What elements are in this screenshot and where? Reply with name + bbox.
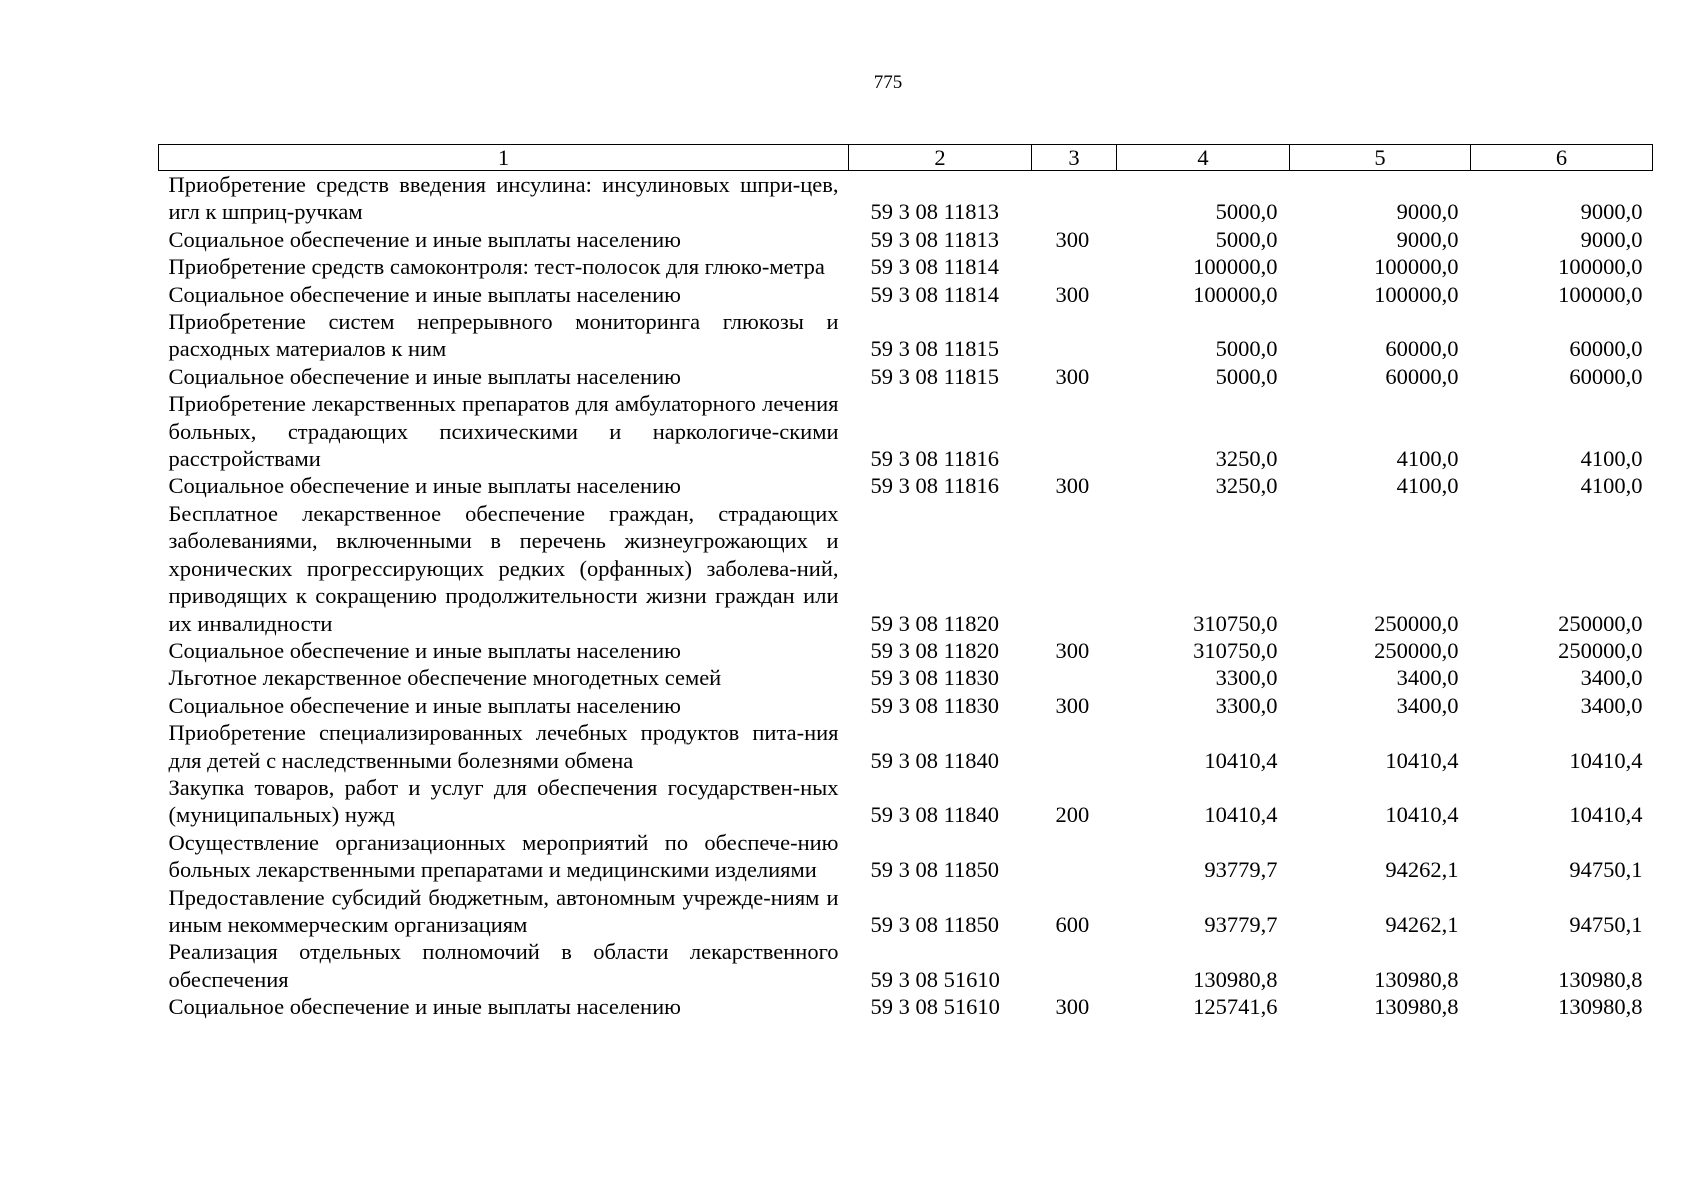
row-target-code: 59 3 08 11814 (870, 281, 1000, 307)
row-expense-type: 200 (1055, 802, 1090, 828)
row-amount-col-6: 4100,0 (1580, 446, 1643, 472)
row-amount-col-5: 100000,0 (1374, 254, 1459, 280)
row-expense-type (1032, 171, 1117, 226)
row-amount-col-6: 10410,4 (1569, 747, 1643, 773)
row-target-code: 59 3 08 11816 (870, 473, 1000, 499)
row-amount-col-4: 5000,0 (1215, 226, 1278, 252)
row-expense-type (1032, 390, 1117, 472)
table-row (159, 308, 1653, 363)
table-row (159, 472, 1653, 499)
table-row (159, 637, 1653, 664)
row-name: Приобретение систем непрерывного мониторинга глюкозы и расходных материалов к ним (168, 309, 839, 362)
row-amount-col-5: 60000,0 (1385, 336, 1459, 362)
row-expense-type: 300 (1055, 473, 1090, 499)
row-amount-col-6: 60000,0 (1569, 363, 1643, 389)
row-amount-col-6: 250000,0 (1558, 637, 1643, 663)
header-col-3: 3 (1032, 145, 1117, 171)
row-expense-type (1032, 253, 1117, 280)
row-amount-col-4: 310750,0 (1193, 637, 1278, 663)
row-amount-col-6: 130980,8 (1558, 994, 1643, 1020)
row-amount-col-6: 130980,8 (1558, 966, 1643, 992)
row-amount-col-4: 310750,0 (1193, 610, 1278, 636)
row-name: Социальное обеспечение и иные выплаты населению (168, 226, 681, 252)
row-target-code: 59 3 08 11815 (870, 363, 1000, 389)
table-row (159, 664, 1653, 691)
row-target-code: 59 3 08 51610 (870, 994, 1000, 1020)
row-amount-col-4: 100000,0 (1193, 281, 1278, 307)
row-target-code: 59 3 08 11815 (870, 336, 1000, 362)
row-name: Реализация отдельных полномочий в области лекарственного обеспечения (168, 939, 839, 992)
row-amount-col-5: 250000,0 (1374, 637, 1459, 663)
row-amount-col-5: 94262,1 (1385, 911, 1459, 937)
header-col-2: 2 (849, 145, 1032, 171)
row-amount-col-4: 130980,8 (1193, 966, 1278, 992)
row-expense-type: 300 (1055, 363, 1090, 389)
row-target-code: 59 3 08 11820 (870, 637, 1000, 663)
table-row (159, 500, 1653, 637)
row-amount-col-5: 10410,4 (1385, 802, 1459, 828)
row-expense-type (1032, 829, 1117, 884)
row-name: Приобретение специализированных лечебных продуктов пита-ния для детей с наследственными болезнями обмена (168, 720, 839, 773)
row-target-code: 59 3 08 11820 (870, 610, 1000, 636)
row-amount-col-5: 9000,0 (1396, 199, 1459, 225)
row-name: Осуществление организационных мероприятий по обеспече-нию больных лекарственными препаратами и медицинскими изделиями (168, 829, 839, 883)
row-amount-col-5: 4100,0 (1396, 473, 1459, 499)
row-target-code: 59 3 08 51610 (870, 966, 1000, 992)
row-amount-col-6: 94750,1 (1569, 857, 1643, 883)
row-amount-col-5: 3400,0 (1396, 665, 1459, 691)
row-amount-col-5: 10410,4 (1385, 747, 1459, 773)
row-amount-col-6: 94750,1 (1569, 911, 1643, 937)
row-amount-col-4: 3300,0 (1215, 665, 1278, 691)
row-name: Бесплатное лекарственное обеспечение граждан, страдающих заболеваниями, включенными в перечень жизнеугрожающих и хронических прогрессирующих редких (орфанных) заболева-ний, приводящих к сокращению продолжительности жизни граждан или их инвалидности (168, 500, 839, 636)
row-expense-type: 300 (1055, 637, 1090, 663)
row-amount-col-6: 100000,0 (1558, 254, 1643, 280)
row-amount-col-6: 9000,0 (1580, 226, 1643, 252)
row-amount-col-5: 4100,0 (1396, 446, 1459, 472)
row-amount-col-5: 3400,0 (1396, 692, 1459, 718)
row-name: Льготное лекарственное обеспечение многодетных семей (168, 665, 722, 691)
row-amount-col-5: 130980,8 (1374, 994, 1459, 1020)
row-target-code: 59 3 08 11816 (870, 446, 1000, 472)
row-name: Предоставление субсидий бюджетным, автономным учрежде-ниям и иным некоммерческим организациям (168, 884, 839, 937)
table-row (159, 253, 1653, 280)
row-expense-type: 300 (1055, 994, 1090, 1020)
row-target-code: 59 3 08 11813 (870, 199, 1000, 225)
row-expense-type: 300 (1055, 226, 1090, 252)
row-amount-col-4: 100000,0 (1193, 254, 1278, 280)
row-amount-col-4: 10410,4 (1204, 747, 1278, 773)
table-header (159, 145, 1653, 171)
row-amount-col-4: 5000,0 (1215, 363, 1278, 389)
row-amount-col-5: 250000,0 (1374, 610, 1459, 636)
row-target-code: 59 3 08 11814 (870, 254, 1000, 280)
row-name: Социальное обеспечение и иные выплаты населению (168, 637, 681, 663)
row-amount-col-6: 10410,4 (1569, 802, 1643, 828)
row-target-code: 59 3 08 11830 (870, 665, 1000, 691)
row-amount-col-4: 3300,0 (1215, 692, 1278, 718)
row-amount-col-6: 100000,0 (1558, 281, 1643, 307)
row-amount-col-4: 125741,6 (1193, 994, 1278, 1020)
row-amount-col-5: 94262,1 (1385, 857, 1459, 883)
row-amount-col-4: 5000,0 (1215, 336, 1278, 362)
row-name: Социальное обеспечение и иные выплаты населению (168, 281, 681, 307)
row-amount-col-6: 3400,0 (1580, 665, 1643, 691)
row-amount-col-6: 3400,0 (1580, 692, 1643, 718)
row-amount-col-6: 60000,0 (1569, 336, 1643, 362)
row-amount-col-6: 250000,0 (1558, 610, 1643, 636)
row-name: Социальное обеспечение и иные выплаты населению (168, 692, 681, 718)
table-row (159, 226, 1653, 253)
row-target-code: 59 3 08 11850 (870, 857, 1000, 883)
table-row (159, 829, 1653, 884)
row-amount-col-5: 100000,0 (1374, 281, 1459, 307)
row-name: Приобретение лекарственных препаратов для амбулаторного лечения больных, страдающих психическими и наркологиче-скими расстройствами (168, 391, 839, 472)
row-expense-type (1032, 719, 1117, 774)
row-name: Приобретение средств самоконтроля: тест-полосок для глюко-метра (168, 254, 825, 280)
row-name: Приобретение средств введения инсулина: инсулиновых шпри-цев, игл к шприц-ручкам (168, 172, 839, 225)
row-amount-col-6: 4100,0 (1580, 473, 1643, 499)
row-amount-col-4: 3250,0 (1215, 473, 1278, 499)
table-row (159, 774, 1653, 829)
row-target-code: 59 3 08 11840 (870, 747, 1000, 773)
row-amount-col-4: 5000,0 (1215, 199, 1278, 225)
row-name: Социальное обеспечение и иные выплаты населению (168, 994, 681, 1020)
row-amount-col-4: 3250,0 (1215, 446, 1278, 472)
row-expense-type (1032, 500, 1117, 637)
table-row (159, 171, 1653, 226)
row-expense-type: 600 (1055, 911, 1090, 937)
header-col-6: 6 (1471, 145, 1653, 171)
table-row (159, 390, 1653, 472)
row-amount-col-4: 93779,7 (1204, 857, 1278, 883)
table-row (159, 993, 1653, 1020)
header-col-1: 1 (159, 145, 849, 171)
table-row (159, 884, 1653, 939)
header-col-5: 5 (1290, 145, 1471, 171)
row-target-code: 59 3 08 11813 (870, 226, 1000, 252)
table-row (159, 363, 1653, 390)
row-name: Социальное обеспечение и иные выплаты населению (168, 363, 681, 389)
row-amount-col-4: 93779,7 (1204, 911, 1278, 937)
table-row (159, 719, 1653, 774)
header-col-4: 4 (1117, 145, 1290, 171)
row-expense-type (1032, 938, 1117, 993)
row-target-code: 59 3 08 11830 (870, 692, 1000, 718)
table-row (159, 692, 1653, 719)
row-name: Социальное обеспечение и иные выплаты населению (168, 473, 681, 499)
table-body (159, 171, 1653, 1021)
row-amount-col-5: 9000,0 (1396, 226, 1459, 252)
row-target-code: 59 3 08 11840 (870, 802, 1000, 828)
row-amount-col-5: 130980,8 (1374, 966, 1459, 992)
row-amount-col-5: 60000,0 (1385, 363, 1459, 389)
row-expense-type (1032, 308, 1117, 363)
row-name: Закупка товаров, работ и услуг для обеспечения государствен-ных (муниципальных) нужд (168, 774, 839, 828)
header-row (159, 145, 1653, 171)
table-row (159, 938, 1653, 993)
row-expense-type (1032, 664, 1117, 691)
row-expense-type: 300 (1055, 281, 1090, 307)
page-number: 775 (873, 72, 903, 93)
table-row (159, 281, 1653, 308)
row-expense-type: 300 (1055, 692, 1090, 718)
row-amount-col-4: 10410,4 (1204, 802, 1278, 828)
row-target-code: 59 3 08 11850 (870, 911, 1000, 937)
row-amount-col-6: 9000,0 (1580, 199, 1643, 225)
budget-table (158, 144, 1653, 1021)
